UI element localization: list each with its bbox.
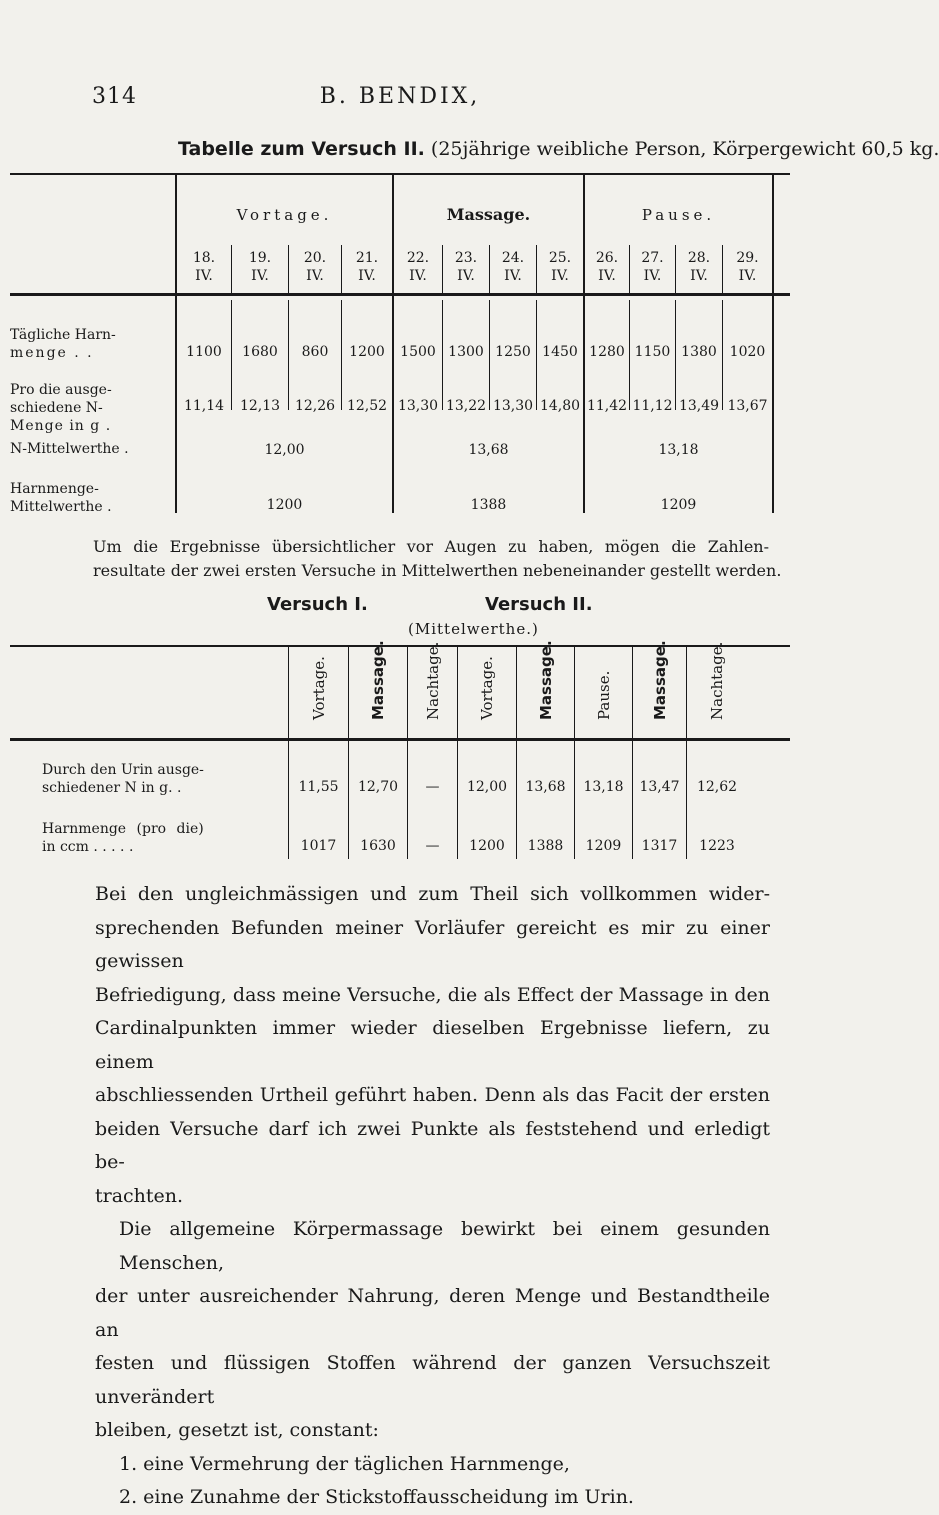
- table2-vline: [574, 645, 575, 738]
- table2-vline: [686, 645, 687, 738]
- row-label: N-Mittelwerthe .: [10, 441, 129, 457]
- table2-vline: [288, 645, 289, 738]
- table-cell: 1200: [469, 838, 505, 854]
- row-label-line: in ccm . . . . .: [42, 839, 134, 855]
- table-cell: 13,68: [525, 779, 566, 795]
- row-label-line: Harnmenge-: [10, 481, 99, 497]
- body-line: abschliessenden Urtheil geführt haben. Denn als das Facit der ersten: [95, 1084, 770, 1106]
- table2-vline: [516, 645, 517, 738]
- body-text: [95, 878, 770, 1515]
- column-header: Vortage.: [309, 656, 328, 720]
- caption-label: Tabelle zum Versuch II.: [178, 138, 425, 160]
- table-cell: —: [425, 838, 440, 854]
- table-cell: 12,00: [466, 779, 508, 795]
- table-cell: 13,49: [678, 398, 720, 414]
- mean-n-pause: 13,18: [658, 442, 699, 458]
- date-month: IV.: [504, 268, 522, 284]
- table-cell: —: [425, 779, 440, 795]
- row-label-line: Mittelwerthe .: [10, 499, 112, 515]
- table-cell: 1280: [589, 344, 625, 360]
- table-cell: 1380: [681, 344, 717, 360]
- table-cell: 11,12: [632, 398, 673, 414]
- paragraph-line: Um die Ergebnisse übersichtlicher vor Augen zu haben, mögen die Zahlen-: [93, 537, 769, 556]
- table-cell: 12,70: [357, 779, 399, 795]
- table2-head-rule: [10, 738, 790, 741]
- body-line: Die allgemeine Körpermassage bewirkt bei einem gesunden Menschen,: [119, 1218, 770, 1274]
- body-line: Befriedigung, dass meine Versuche, die als Effect der Massage in den: [95, 983, 770, 1006]
- table2-vline: [457, 645, 458, 738]
- date-day: 29.: [736, 250, 759, 266]
- body-lines: [95, 878, 770, 1515]
- row-label-line: Harnmenge (pro die): [42, 821, 204, 837]
- date-day: 24.: [501, 250, 525, 266]
- table-cell: 11,14: [183, 398, 225, 414]
- table-caption: [178, 138, 939, 160]
- table-cell: 1200: [349, 344, 385, 360]
- date-month: IV.: [358, 268, 376, 284]
- row-label-line: Tägliche Harn-: [10, 327, 116, 343]
- date-month: IV.: [551, 268, 569, 284]
- table-cell: 13,67: [727, 398, 768, 414]
- date-month: IV.: [195, 268, 213, 284]
- table2-top-rule: [10, 645, 790, 647]
- column-header: Massage.: [369, 640, 387, 720]
- group-header-vortage: Vortage.: [236, 206, 333, 224]
- table-cell: 1100: [186, 344, 222, 360]
- table-cell: 1020: [729, 344, 766, 360]
- row-label: [42, 820, 204, 856]
- date-day: 22.: [406, 250, 430, 266]
- body-line: 1. eine Vermehrung der täglichen Harnmenge,: [119, 1452, 570, 1475]
- column-header: Massage.: [536, 640, 555, 720]
- row-label: [10, 480, 112, 516]
- body-line: sprechenden Befunden meiner Vorläufer gereicht es mir zu einer gewissen: [95, 916, 770, 972]
- date-month: IV.: [457, 268, 475, 284]
- table-cell: 1223: [699, 838, 735, 854]
- table-cell: 1630: [360, 838, 396, 854]
- body-line: 2. eine Zunahme der Stickstoffausscheidung im Urin.: [119, 1486, 634, 1508]
- mean-harn-pause: 1209: [660, 497, 697, 513]
- table2-vline: [407, 645, 408, 738]
- column-header: Pause.: [594, 670, 613, 720]
- table-cell: 13,22: [445, 398, 487, 414]
- date-day: 27.: [641, 250, 664, 266]
- date-day: 18.: [192, 250, 216, 266]
- table-cell: 11,55: [298, 779, 339, 795]
- row-label-line: Durch den Urin ausge-: [42, 762, 204, 778]
- date-day: 26.: [595, 250, 619, 266]
- date-month: IV.: [251, 268, 269, 284]
- group-header-pause: Pause.: [641, 206, 716, 224]
- table-cell: 13,30: [397, 398, 439, 414]
- column-header: Massage.: [650, 640, 669, 720]
- body-line: Cardinalpunkten immer wieder dieselben Ergebnisse liefern, zu einem: [95, 1017, 770, 1073]
- table-cell: 860: [301, 344, 329, 360]
- column-header: Nachtage.: [423, 641, 442, 720]
- body-line: beiden Versuche darf ich zwei Punkte als feststehend und erledigt be-: [95, 1117, 770, 1173]
- date-day: 25.: [548, 250, 572, 266]
- date-month: IV.: [643, 268, 662, 284]
- table-cell: 13,18: [583, 779, 624, 795]
- date-month: IV.: [306, 268, 324, 284]
- date-day: 23.: [454, 250, 478, 266]
- paragraph-line: resultate der zwei ersten Versuche in Mittelwerthen nebeneinander gestellt werden.: [93, 561, 782, 580]
- body-line: festen und flüssigen Stoffen während der ganzen Versuchszeit unverändert: [95, 1352, 770, 1408]
- date-month: IV.: [598, 268, 616, 284]
- column-header: Vortage.: [478, 656, 496, 720]
- table-cell: 1300: [448, 344, 484, 360]
- table-cell: 1500: [400, 344, 436, 360]
- table2-title-versuch-1: Versuch I.: [267, 594, 368, 615]
- mean-harn-massage: 1388: [470, 497, 507, 513]
- table-cell: 12,62: [696, 779, 738, 795]
- table-cell: 12,52: [346, 398, 388, 414]
- running-title: B. BENDIX,: [319, 84, 481, 109]
- table-cell: 1209: [585, 838, 622, 854]
- table-cell: 1150: [634, 344, 671, 360]
- row-label-line: schiedene N-: [10, 400, 103, 416]
- table1-top-rule: [10, 173, 790, 175]
- row-label: [10, 326, 116, 362]
- table-cell: 1388: [527, 838, 564, 854]
- table-cell: 1317: [641, 838, 678, 854]
- column-header: Nachtage.: [708, 641, 726, 720]
- table-cell: 13,30: [492, 398, 534, 414]
- group-header-massage: Massage.: [446, 205, 531, 224]
- date-month: IV.: [738, 268, 757, 284]
- table-cell: 1680: [242, 344, 278, 360]
- table1-head-rule: [10, 293, 790, 296]
- mean-harn-vortage: 1200: [266, 497, 303, 513]
- body-line: trachten.: [95, 1184, 184, 1207]
- mean-n-massage: 13,68: [468, 442, 509, 458]
- date-day: 20.: [303, 250, 327, 266]
- date-day: 28.: [687, 250, 711, 266]
- date-day: 19.: [248, 250, 272, 266]
- date-month: IV.: [690, 268, 708, 284]
- row-label: [42, 761, 204, 797]
- row-label-line: schiedener N in g. .: [42, 780, 182, 796]
- table-cell: 14,80: [539, 398, 581, 414]
- row-label-line: menge . .: [10, 345, 94, 361]
- table2-vline: [632, 645, 633, 738]
- date-month: IV.: [409, 268, 427, 284]
- table-cell: 13,47: [639, 779, 680, 795]
- table-cell: 1450: [542, 344, 578, 360]
- body-line: der unter ausreichender Nahrung, deren Menge und Bestandtheile an: [95, 1285, 770, 1341]
- page-number: 314: [92, 84, 137, 109]
- table-cell: 1017: [300, 838, 337, 854]
- table2-title-versuch-2: Versuch II.: [485, 594, 593, 615]
- body-line: bleiben, gesetzt ist, constant:: [95, 1419, 379, 1441]
- row-label-line: Menge in g .: [10, 418, 112, 434]
- row-label: [10, 381, 112, 435]
- table-cell: 1250: [495, 344, 531, 360]
- table1-vline: [772, 173, 774, 513]
- body-line: Bei den ungleichmässigen und zum Theil sich vollkommen wider-: [95, 883, 770, 905]
- table2-subtitle: (Mittelwerthe.): [408, 620, 539, 638]
- table-cell: 12,26: [294, 398, 336, 414]
- table1-vline: [392, 173, 394, 513]
- date-day: 21.: [355, 250, 379, 266]
- table1-vline: [583, 173, 585, 513]
- table2-vline: [348, 645, 349, 738]
- table-cell: 11,42: [586, 398, 628, 414]
- mean-n-vortage: 12,00: [264, 442, 305, 458]
- caption-text: (25jährige weibliche Person, Körpergewicht 60,5 kg.: [430, 138, 939, 160]
- row-label-line: Pro die ausge-: [10, 382, 112, 398]
- table1-vline: [175, 173, 177, 513]
- table-cell: 12,13: [239, 398, 281, 414]
